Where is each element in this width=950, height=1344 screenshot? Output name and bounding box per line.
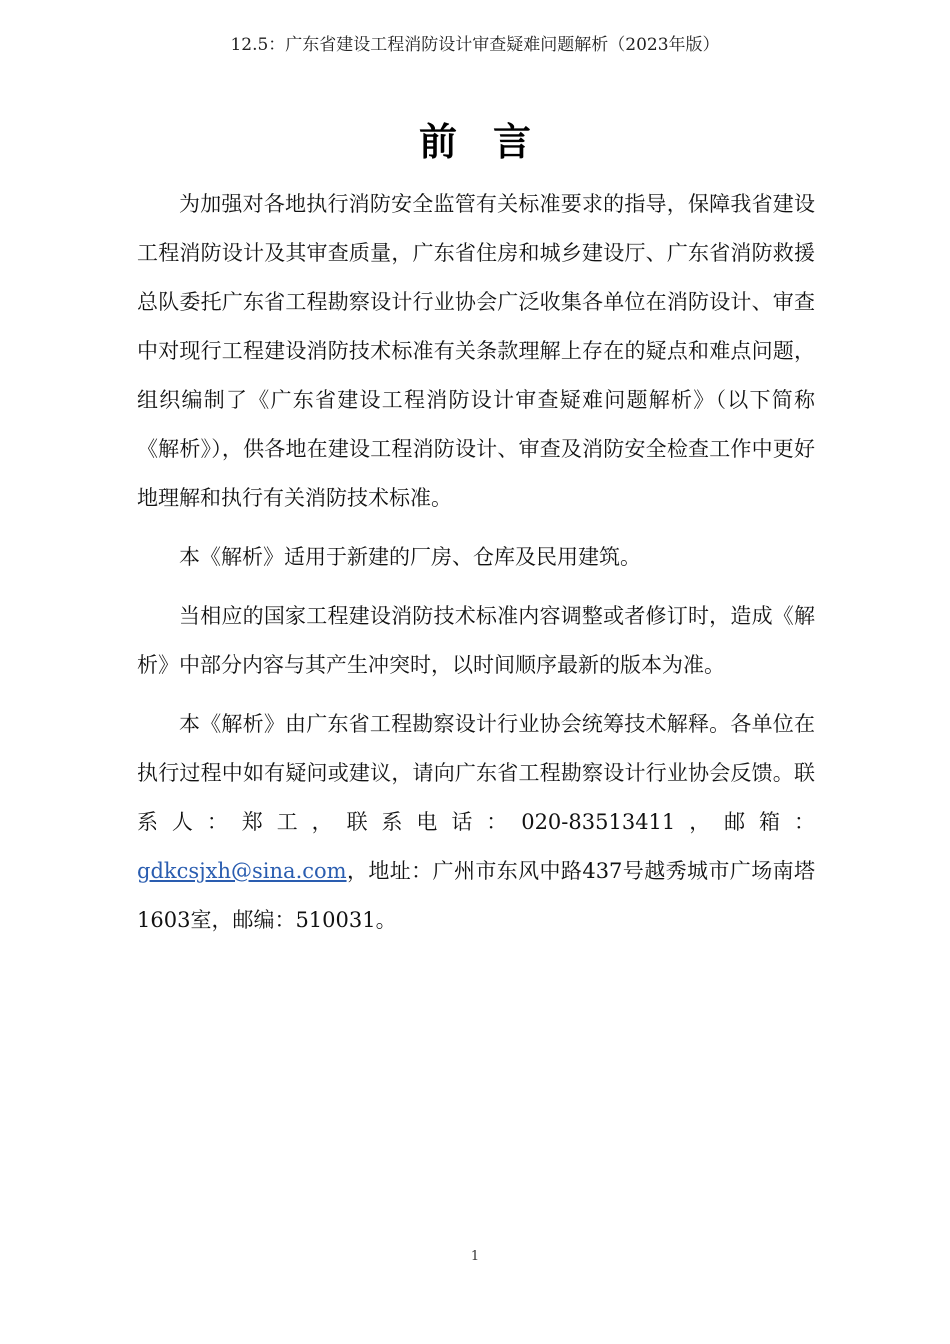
paragraph-contact	[137, 700, 815, 945]
email-link[interactable]: gdkcsjxh@sina.com	[137, 859, 347, 883]
document-body	[137, 180, 815, 955]
paragraph-scope: 本《解析》适用于新建的厂房、仓库及民用建筑。	[179, 545, 641, 569]
paragraph-purpose: 为加强对各地执行消防安全监管有关标准要求的指导，保障我省建设工程消防设计及其审查质量，广东省住房和城乡建设厅、广东省消防救援总队委托广东省工程勘察设计行业协会广泛收集各单位在消防设计、审查中对现行工程建设消防技术标准有关条款理解上存在的疑点和难点问题，组织编制了《广东省建设工程消防设计审查疑难问题解析》（以下简称《解析》），供各地在建设工程消防设计、审查及消防安全检查工作中更好地理解和执行有关消防技术标准。	[137, 192, 815, 510]
paragraph-precedence: 当相应的国家工程建设消防技术标准内容调整或者修订时，造成《解析》中部分内容与其产生冲突时，以时间顺序最新的版本为准。	[137, 604, 815, 677]
page-number: 1	[470, 1249, 480, 1264]
running-header: 12.5：广东省建设工程消防设计审查疑难问题解析（2023年版）	[230, 35, 720, 55]
contact-intro: 本《解析》由广东省工程勘察设计行业协会统筹技术解释。各单位在执行过程中如有疑问或建议，请向广东省工程勘察设计行业协会反馈。联系人：郑工，联系电话：020-83513411，邮箱：	[137, 712, 815, 834]
page-title: 前言	[418, 119, 567, 164]
contact-address: ，地址：广州市东风中路437号越秀城市广场南塔1603室，邮编：510031。	[137, 859, 815, 932]
